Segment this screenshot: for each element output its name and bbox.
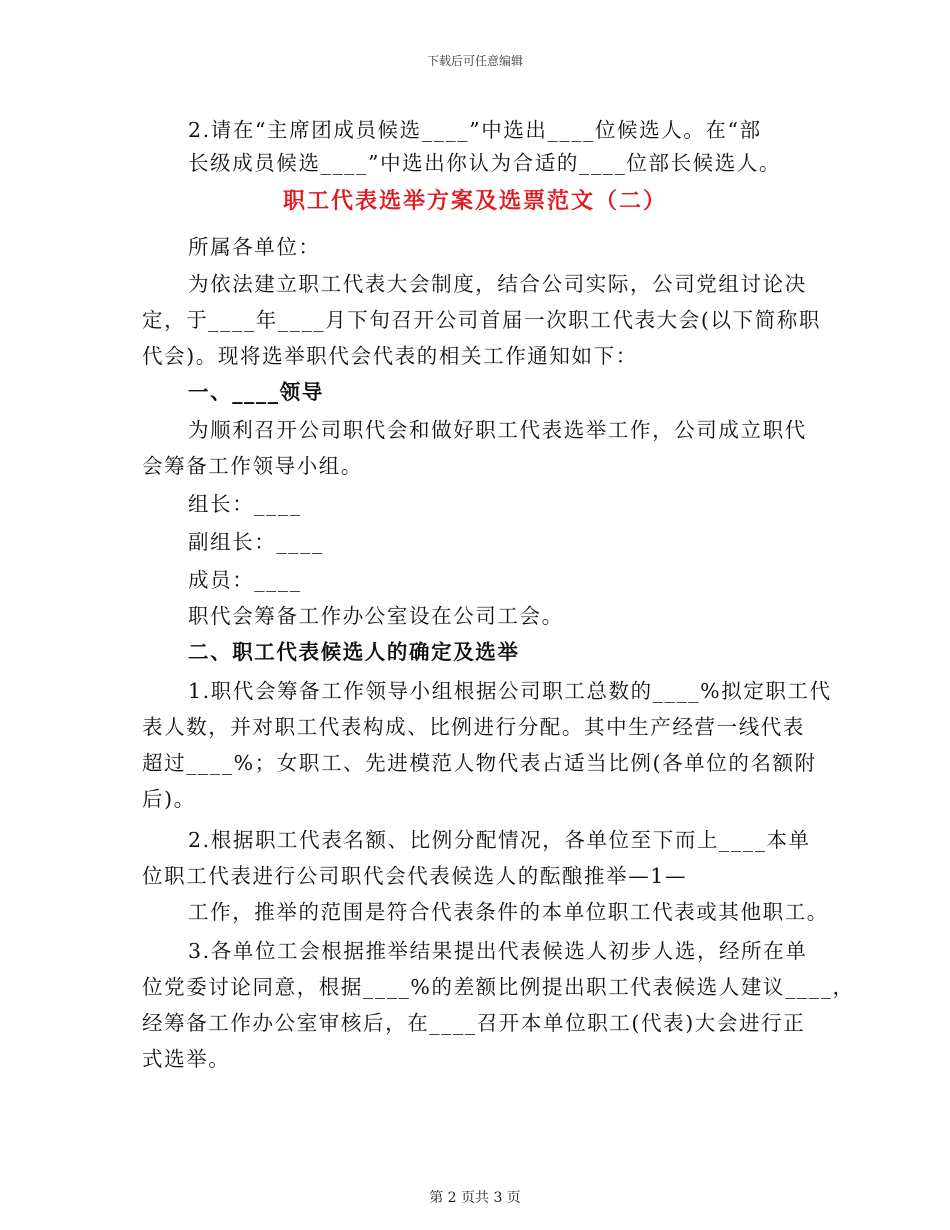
paragraph-line: 经筹备工作办公室审核后，在____召开本单位职工(代表)大会进行正 bbox=[142, 1011, 806, 1035]
paragraph-line: 式选举。 bbox=[142, 1047, 231, 1071]
page-number: 第 2 页共 3 页 bbox=[429, 1190, 521, 1206]
paragraph-line: 代会)。现将选举职代会代表的相关工作通知如下： bbox=[142, 344, 638, 368]
paragraph-line: 位党委讨论同意，根据____%的差额比例提出职工代表候选人建议____， bbox=[142, 975, 855, 999]
paragraph-line: 2.根据职工代表名额、比例分配情况，各单位至下而上____本单 bbox=[188, 828, 811, 852]
paragraph-line: 表人数，并对职工代表构成、比例进行分配。其中生产经营一线代表 bbox=[142, 715, 805, 739]
paragraph-line: 职代会筹备工作办公室设在公司工会。 bbox=[188, 604, 564, 628]
paragraph-line: 位职工代表进行公司职代会代表候选人的酝酿推举—1— bbox=[142, 864, 688, 888]
section-heading: 二、职工代表候选人的确定及选举 bbox=[188, 640, 520, 664]
document-title: 职工代表选举方案及选票范文（二） bbox=[282, 189, 667, 214]
paragraph-line: 会筹备工作领导小组。 bbox=[142, 454, 363, 478]
paragraph-line: 2.请在“主席团成员候选____”中选出____位候选人。在“部 bbox=[188, 118, 762, 142]
header-note: 下载后可任意编辑 bbox=[426, 54, 523, 68]
paragraph-line: 为依法建立职工代表大会制度，结合公司实际，公司党组讨论决 bbox=[188, 272, 807, 296]
paragraph-line: 组长：____ bbox=[188, 492, 302, 516]
paragraph-line: 1.职代会筹备工作领导小组根据公司职工总数的____%拟定职工代 bbox=[188, 679, 832, 703]
paragraph-line: 定，于____年____月下旬召开公司首届一次职工代表大会(以下简称职 bbox=[142, 308, 821, 332]
paragraph-line: 超过____%；女职工、先进模范人物代表占适当比例(各单位的名额附 bbox=[142, 751, 817, 775]
paragraph-line: 为顺利召开公司职代会和做好职工代表选举工作，公司成立职代 bbox=[188, 418, 807, 442]
paragraph-line: 成员：____ bbox=[188, 568, 302, 592]
paragraph-line: 后)。 bbox=[142, 787, 196, 811]
paragraph-line: 所属各单位： bbox=[188, 235, 321, 259]
paragraph-line: 3.各单位工会根据推举结果提出代表候选人初步人选，经所在单 bbox=[188, 939, 808, 963]
paragraph-line: 工作，推举的范围是符合代表条件的本单位职工代表或其他职工。 bbox=[188, 900, 829, 924]
section-heading: 一、____领导 bbox=[188, 380, 324, 404]
paragraph-line: 副组长：____ bbox=[188, 530, 324, 554]
paragraph-line: 长级成员候选____”中选出你认为合适的____位部长候选人。 bbox=[188, 151, 782, 175]
